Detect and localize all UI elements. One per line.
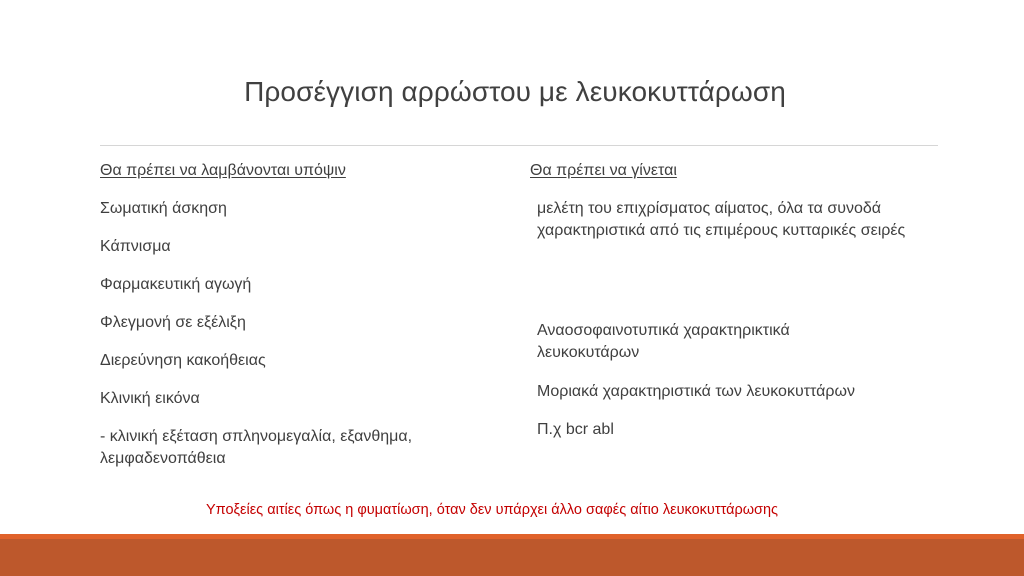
- slide-title: Προσέγγιση αρρώστου με λευκοκυττάρωση: [244, 76, 786, 107]
- left-list-item: Διερεύνηση κακοήθειας: [100, 352, 266, 369]
- left-list-item: Φλεγμονή σε εξέλιξη: [100, 314, 246, 331]
- title-divider: [100, 145, 938, 146]
- right-list-item: Π.χ bcr abl: [537, 421, 614, 438]
- accent-band-bottom: [0, 539, 1024, 576]
- left-list-item: Κάπνισμα: [100, 238, 171, 255]
- right-column-heading: Θα πρέπει να γίνεται: [530, 162, 677, 179]
- right-list-item: Μοριακά χαρακτηριστικά των λευκοκυττάρων: [537, 383, 855, 400]
- left-list-item: Κλινική εικόνα: [100, 390, 200, 407]
- left-list-item: Σωματική άσκηση: [100, 200, 227, 217]
- left-column-heading: Θα πρέπει να λαμβάνονται υπόψιν: [100, 162, 346, 179]
- footnote: Υποξείες αιτίες όπως η φυματίωση, όταν δεν υπάρχει άλλο σαφές αίτιο λευκοκυττάρωσης: [206, 502, 779, 518]
- right-list-item: Αναοσοφαινοτυπικά χαρακτηρικτικά λευκοκυτάρων: [537, 322, 790, 361]
- left-list-item: Φαρμακευτική αγωγή: [100, 276, 252, 293]
- right-list-item: μελέτη του επιχρίσματος αίματος, όλα τα συνοδά χαρακτηριστικά από τις επιμέρους κυτταρικές σειρές: [537, 200, 906, 239]
- left-list-item: - κλινική εξέταση σπληνομεγαλία, εξανθημα, λεμφαδενοπάθεια: [100, 428, 413, 467]
